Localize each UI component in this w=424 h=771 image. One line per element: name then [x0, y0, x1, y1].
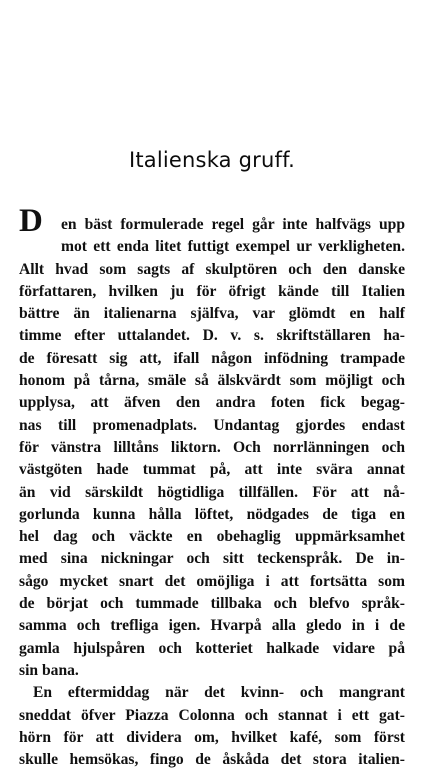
text-line: en bäst formulerade regel går inte halfvägs upp: [61, 216, 405, 233]
text-line: med sina nickningar och sitt teckenspråk. De in-: [19, 550, 405, 568]
text-line: författaren, hvilken ju för öfrigt kände till Italien: [19, 282, 405, 300]
text-line: de föresatt sig att, ifall någon infödning trampade: [19, 349, 405, 367]
text-line: mot ett enda litet futtigt exempel ur verkligheten.: [61, 238, 405, 256]
drop-cap: D: [19, 203, 43, 239]
text-line: upplysa, att äfven den andra foten fick begag-: [19, 394, 405, 412]
text-line: sin bana.: [19, 661, 79, 679]
text-line: honom på tårna, smäle så älskvärdt som möjligt och: [19, 372, 405, 390]
text-line: bättre än italienarna själfva, var glömdt en half: [19, 305, 405, 323]
text-line: de börjat och tummade tillbaka och blefvo språk-: [19, 595, 405, 613]
chapter-title: Italienska gruff.: [128, 148, 296, 172]
text-line: västgöten hade tummat på, att inte svära annat: [19, 461, 405, 479]
text-line: gorlunda kunna hålla löftet, nödgades de tiga en: [19, 505, 405, 523]
text-line: nas till promenadplats. Undantag gjordes endast: [19, 416, 405, 434]
text-line: gamla hjulspåren och kotteriet halkade vidare på: [19, 639, 405, 657]
text-line: timme efter uttalandet. D. v. s. skriftställaren ha-: [19, 327, 405, 345]
text-line: hel dag och väckte en obehaglig uppmärksamhet: [19, 528, 405, 546]
text-line: samma och trefliga igen. Hvarpå alla gledo in i de: [19, 617, 405, 635]
text-line: än vid särskildt högtidliga tillfällen. För att nå-: [19, 483, 405, 501]
text-line: En eftermiddag när det kvinn- och mangrant: [33, 684, 405, 702]
text-line: för vänstra lilltåns liktorn. Och norrlänningen och: [19, 438, 405, 456]
text-line: sneddat öfver Piazza Colonna och stannat i ett gat-: [19, 706, 405, 724]
text-line: sågo mycket snart det omöjliga i att fortsätta som: [19, 572, 405, 590]
text-line: skulle hemsökas, fingo de åskåda det stora italien-: [19, 751, 405, 769]
body-text: [19, 214, 405, 771]
text-line: Allt hvad som sagts af skulptören och den danske: [19, 260, 405, 278]
text-line: hörn för att dividera om, hvilket kafé, som först: [19, 728, 405, 746]
